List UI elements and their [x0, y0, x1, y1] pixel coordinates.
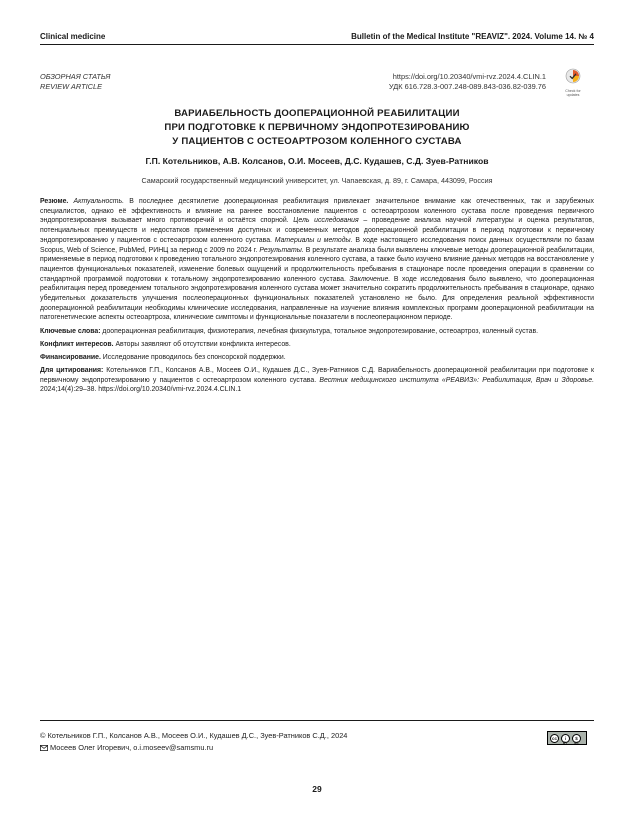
- abstract-results-label: Результаты.: [259, 246, 304, 254]
- abstract-section: [40, 197, 594, 398]
- cc-by-icon: i: [561, 734, 570, 743]
- page-number: 29: [312, 784, 322, 794]
- abstract: [40, 197, 594, 323]
- abstract-results-text: В результате анализа были выявлены ключевые методы дооперационной реабилитации, применяемые в период подготовки к проведению тотального эндопротезирования коленного сустава, а также было изучено влияние данных методов на восстановление у пациентов функциональных показателей, изменение болевых ощущений и продолжительность пребывания в стационаре после проведения операции в сравнении со стандартной программой подготовки к тотальному эндопротезированию коленного сустава.: [40, 246, 594, 283]
- abstract-conclusion-label: Заключение.: [349, 275, 391, 283]
- check-for-updates-badge[interactable]: [562, 68, 584, 97]
- contact-text[interactable]: Мосеев Олег Игоревич, o.i.moseev@samsmu.ru: [50, 743, 214, 752]
- citation: [40, 366, 594, 395]
- affiliation: Самарский государственный медицинский университет, ул. Чапаевская, д. 89, г. Самара, 443099, Россия: [141, 176, 493, 185]
- section-name: Clinical medicine: [40, 32, 106, 41]
- journal-issue: Bulletin of the Medical Institute "REAVIZ". 2024. Volume 14. № 4: [351, 32, 594, 41]
- authors: Г.П. Котельников, А.В. Колсанов, О.И. Мосеев, Д.С. Кудашев, С.Д. Зуев-Ратников: [145, 156, 489, 166]
- article-type-ru: ОБЗОРНАЯ СТАТЬЯ: [40, 72, 111, 81]
- envelope-icon: [40, 745, 48, 751]
- keywords-label: Ключевые слова:: [40, 327, 101, 335]
- conflict-label: Конфликт интересов.: [40, 340, 114, 348]
- title-line: У ПАЦИЕНТОВ С ОСТЕОАРТРОЗОМ КОЛЕННОГО СУСТАВА: [172, 136, 462, 147]
- abstract-relevance-label: Актуальность.: [73, 198, 125, 205]
- keywords-text: дооперационная реабилитация, физиотерапия, лечебная физкультура, тотальное эндопротезирование, остеоартроз, коленный сустав.: [100, 327, 539, 335]
- citation-text: Котельников Г.П., Колсанов А.В., Мосеев О.И., Кудашев Д.С., Зуев-Ратников С.Д. Вариабельность дооперационной реабилитации при подготовке к первичному эндопротезированию у пациентов с остеоартрозом коленного сустава.: [40, 366, 594, 384]
- abstract-methods-text: В ходе настоящего исследования поиск данных осуществляли по базам Scopus, Web of Science, PubMed, РИНЦ за период с 2009 по 2024 г.: [40, 236, 595, 254]
- contact-line: [40, 742, 347, 754]
- article-type-en: REVIEW ARTICLE: [40, 82, 103, 91]
- doi-link[interactable]: https://doi.org/10.20340/vmi-rvz.2024.4.CLIN.1: [392, 72, 546, 81]
- title-line: ВАРИАБЕЛЬНОСТЬ ДООПЕРАЦИОННОЙ РЕАБИЛИТАЦИИ: [174, 108, 460, 119]
- citation-label: Для цитирования:: [40, 366, 104, 374]
- abstract-aim-text: – проведение анализа научной литературы и оценка результатов, потенциальных преимуществ и недостатков применения доступных и современных методов дооперационной реабилитации в период подготовки к первичному эндопротезированию у пациентов с остеоартрозом коленного сустава.: [40, 217, 594, 244]
- keywords: [40, 327, 594, 337]
- article-type: [40, 72, 110, 92]
- article-title: [40, 107, 594, 149]
- running-header: [40, 32, 594, 45]
- abstract-aim-label: Цель исследования: [293, 217, 359, 225]
- cc-nc-label: NC: [574, 741, 579, 745]
- udc-code: УДК 616.728.3-007.248-089.843-036.82-039.76: [388, 82, 546, 91]
- footer-notes: [40, 730, 347, 754]
- conflict-text: Авторы заявляют об отсутствии конфликта интересов.: [113, 340, 291, 348]
- citation-journal: Вестник медицинского института «РЕАВИЗ»: Реабилитация, Врач и Здоровье.: [319, 376, 594, 384]
- title-line: ПРИ ПОДГОТОВКЕ К ПЕРВИЧНОМУ ЭНДОПРОТЕЗИРОВАНИЮ: [164, 122, 470, 133]
- check-for-updates-icon: [565, 68, 581, 84]
- article-identifiers: [389, 72, 546, 92]
- conflict-of-interest: [40, 340, 594, 350]
- citation-issue-doi: 2024;14(4):29–38. https://doi.org/10.20340/vmi-rvz.2024.4.CLIN.1: [40, 386, 242, 394]
- check-for-updates-label: Check for updates: [565, 89, 581, 97]
- cc-icon: cc: [551, 735, 557, 741]
- abstract-conclusion-text: В ходе исследования было выявлено, что дооперационная реабилитация перед проведением тотального эндопротезирования коленного сустава может значительно сократить продолжительность пребывания в стационаре, однако убедительных доказательств улучшения послеоперационных функциональных показателей установлено не было. Для определения реальной эффективности дооперационной реабилитации необходимы клинические исследования, направленные на изучение влияния комплексных программ дооперационной реабилитации на патогенетические аспекты остеоартроза, клинические симптомы и функциональные показатели в послеоперационном периоде.: [40, 275, 594, 322]
- cc-by-label: BY: [563, 741, 568, 745]
- funding-text: Исследование проводилось без спонсорской поддержки.: [100, 353, 286, 361]
- abstract-relevance-text: В последнее десятилетие дооперационная реабилитация привлекает значительное внимание как отечественных, так и зарубежных специалистов, однако её эффективность и влияние на раннее восстановление пациентов с остеоартрозом коленного сустава после проведения первичного эндопротезирования вызывает много противоречий и остаётся спорной.: [40, 198, 594, 225]
- cc-nc-icon: $: [572, 734, 581, 743]
- funding-label: Финансирование.: [40, 353, 101, 361]
- abstract-label: Резюме.: [40, 198, 69, 205]
- copyright-line: © Котельников Г.П., Колсанов А.В., Мосеев О.И., Кудашев Д.С., Зуев-Ратников С.Д., 2024: [40, 731, 348, 740]
- abstract-methods-label: Материалы и методы.: [274, 236, 353, 244]
- creative-commons-badge[interactable]: [547, 731, 587, 745]
- footer-divider: [40, 720, 594, 721]
- funding: [40, 353, 594, 363]
